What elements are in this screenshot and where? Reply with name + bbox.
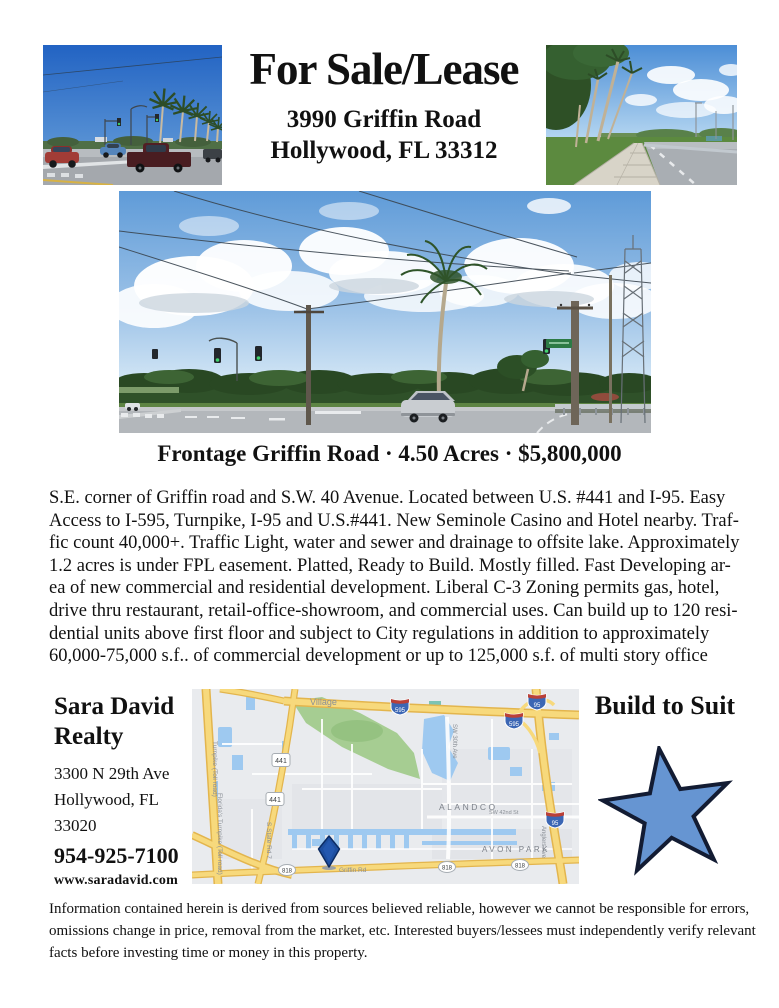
route-shield-818: [512, 860, 529, 871]
route-shield-818: [279, 865, 296, 876]
svg-text:818: 818: [441, 865, 453, 872]
header: [222, 44, 546, 166]
map-label-turnpike: Turnpike (Toll road): [211, 741, 218, 797]
property-address-line2: Hollywood, FL 33312: [270, 137, 498, 164]
intersection-photo: [43, 45, 222, 185]
map-label-sw-42nd-st: SW 42nd St: [489, 810, 519, 816]
svg-text:595: 595: [394, 708, 406, 714]
build-to-suit-label: Build to Suit: [594, 691, 736, 720]
route-shield-818: [439, 862, 456, 873]
svg-text:818: 818: [281, 868, 293, 875]
map-label-sw-30th-ave: SW 30th Ave: [451, 724, 457, 759]
map-label-griffin-rd: Griffin Rd: [339, 867, 367, 874]
star-icon: [598, 746, 738, 878]
realtor-info: [54, 692, 204, 889]
map-label-alandco: ALANDCO: [439, 802, 498, 812]
realtor-address: 3300 N 29th Ave Hollywood, FL 33020: [54, 764, 170, 835]
map-label-anglers-ave: Anglers Ave: [540, 826, 546, 858]
page-title: For Sale/Lease: [249, 44, 519, 94]
sidewalk-photo: [546, 45, 737, 185]
realtor-name: Sara David Realty: [54, 693, 175, 750]
listing-description: S.E. corner of Griffin road and S.W. 40 Avenue. Located between U.S. #441 and I-95. Easy Access to I-595, Turnpike, I-95 and U.S.#441. New Seminole Casino and Hotel nearby. Traf- fic count 40,000+. Traffic Light, water and sewer and drainage to offsite lake. Approximately 1.2 acres is under FPL easement. Platted, Ready to Build. Mostly filled. Fast Developing ar- ea of new commercial and residential development. Liberal C-3 Zoning permits gas, hotel, drive thru restaurant, retail-office-showroom, and commercial uses. Can build up to 120 resi- dential units above first floor and subject to City regulations in addition to approximately 60,000-75,000 s.f.. of commercial development or up to 125,000 s.f. of multi story office: [49, 488, 740, 667]
location-map-graphic: [192, 689, 579, 884]
svg-text:818: 818: [514, 863, 526, 870]
map-label-village: Village: [310, 697, 337, 707]
listing-headline: Frontage Griffin Road · 4.50 Acres · $5,800,000: [157, 441, 622, 466]
route-shield-i595: [505, 713, 523, 729]
sidewalk-photo-graphic: [546, 45, 737, 185]
route-shield-i595: [391, 699, 409, 715]
route-shield-441: [272, 754, 290, 767]
property-photo: [119, 191, 651, 433]
utility-pole: [571, 301, 579, 425]
map-label-state-rd-7: S State Rd 7: [265, 822, 272, 859]
guardrail: [555, 404, 651, 409]
svg-text:95: 95: [533, 703, 541, 709]
map-label-avon-park: AVON PARK: [482, 845, 550, 854]
intersection-photo-graphic: [43, 45, 222, 185]
map-label-floridas-turnpike: Florida's Turnpike (Toll road): [216, 793, 223, 875]
svg-text:441: 441: [269, 797, 281, 804]
route-shield-i95: [546, 812, 564, 828]
location-map: [192, 689, 579, 884]
svg-text:441: 441: [275, 758, 287, 765]
disclaimer: Information contained herein is derived from sources believed reliable, however we cannot be responsible for errors, omissions change in price, removal from the market, etc. Interested buyers/lessees must independently verify relevant facts before investing time or money in this property.: [49, 901, 756, 961]
realtor-phone: 954-925-7100: [54, 843, 179, 868]
svg-text:595: 595: [508, 722, 520, 728]
svg-text:95: 95: [551, 821, 559, 827]
route-shield-441: [266, 793, 284, 806]
star-graphic: [598, 746, 738, 878]
property-photo-graphic: [119, 191, 651, 433]
route-shield-i95: [528, 694, 546, 710]
realtor-website: www.saradavid.com: [54, 873, 178, 888]
property-address-line1: 3990 Griffin Road: [286, 106, 482, 133]
